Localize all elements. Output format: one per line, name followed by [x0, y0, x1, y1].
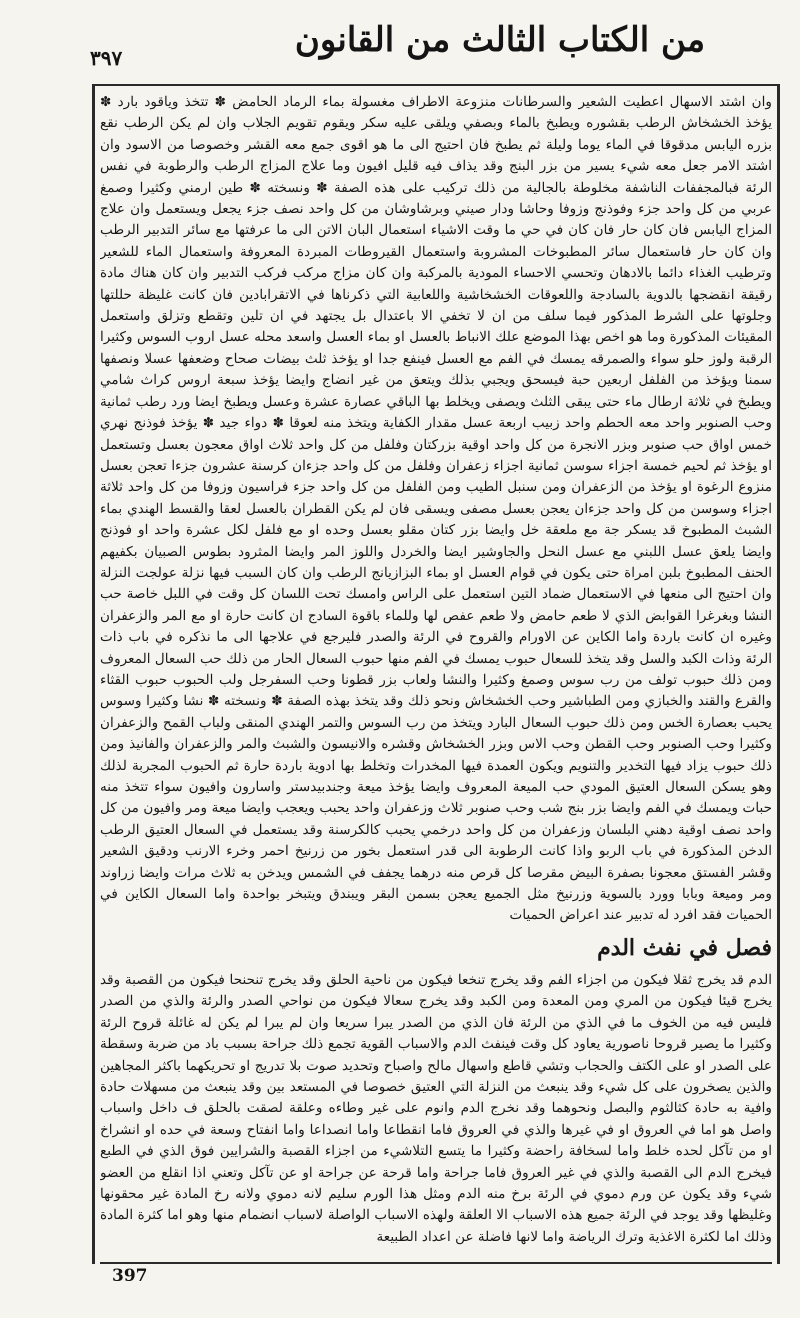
paragraph-haemoptysis: الدم قد يخرج ثقلا فيكون من اجزاء الفم وقد يخرج تنخعا فيكون من ناحية الحلق وقد يخرج تنحنحا فيكون من القصبة وقد يخرج قيئا فيكون من المري ومن المعدة ومن الكبد وقد يخرج سعالا فيكون من نواحي الصدر والرئة والذي من الصدر فليس فيه من الخوف ما في الذي من الرئة فان الذي من الصدر يبرا سريعا وان لم يبرا لم يكن له غائلة قروح الرئة وكثيرا ما يصير قروحا ناصورية يعاود كل وقت فينفث الدم والاسباب القوية تجمع ذلك جراحة بسبب باد من ضربة وسقطة على الصدر او على الكتف والحجاب وتشي قاطع واسهال مالح واصباح وتحديد صوت بلا تدريج او تحريكهما باكثر المجاهين والذين يصخرون على كل شيء وقد ينبعث من النزلة التي العتيق خصوصا في المستعد بين وقد ينبعث من مسهلات حادة وافية به حادة كثالثوم والبصل ونحوهما وقد نخرج الدم وانوم على غير وطاءه وعلقة لصقت بالحلق ف داخل واسباب واصل هو اما في العروق او في غيرها والذي في العروق فاما انقطاعا واما انصداعا واما انفتاح وسعة في حده او انشراخ او من تآكل لحده خلط واما لسخافة راحضة وكثيرا ما يتسع التلاشيء من اجزاء القصبة والشرايين فوق الذي في الطبع فيخرج الدم الى القصبة والذي في غير العروق فاما جراحة واما قرحة عن جراحة او عن تآكل وتعني اذا انقلع من العضو شيء وقد يكون عن ورم دموي في الرئة برخ منه الدم ومثل هذا الورم سليم لانه دموي ولانه رخ المادة غير محقونها وغليظها وقد يوجد في الرئة جميع هذه الاسباب الا العلقة ولهذه الاسباب الواصلة لاسباب انضمام منها وهو اما كثرة المادة وذلك اما لكثرة الاغذية وترك الرياضة واما لانها فاضلة عن اعداد الطبيعة	[100, 972, 772, 1245]
main-text-block	[100, 92, 772, 1290]
page-number-top: ٣٩٧	[90, 46, 123, 70]
paragraph-cough-remedies: وان اشتد الاسهال اعطيت الشعير والسرطانات منزوعة الاطراف مغسولة بماء الرماد الحامض ✽ تتخذ وياقود بارد ✽ يؤخذ الخشخاش الرطب بقشوره ويطبخ بالماء وبصفي ويلقى عليه سكر ويقوم تقويم الجلاب وان لم يكن الرطب نقع بزره اليابس مدقوقا في الماء يوما وليلة ثم يطبخ فان احتيج الى ما هو اقوى جمع معه القشر وخصوصا من الاسود وان اشتد الامر جعل معه شيء يسير من بزر البنج وقد يذاف فيه قليل افيون وما علاج المزاج الرطب والرطوبة في نفس الرئة فبالمجففات الناشفة مخلوطة بالجالية من ذلك تركيب على هذه الصفة ✽ ونسخته ✽ طين ارمني وكثيرا وصمغ عربي من كل واحد جزء وفوذنج وزوفا وحاشا ودار صيني وبرشاوشان من كل واحد نصف جزء يجعل ويستعمل وان علاج المزاج اليابس فان كان حار فان كان في حي ما وقت الاشياء استعمال البان الاتن الى ما عرفتها مع سائر التدبير الرطب وان كان حار فاستعمال سائر المطبوخات المشروبة واستعمال القيروطات المبردة المعروفة واستعمال الماء للشعير وترطيب الغذاء دائما بالادهان وتحسي الاحساء المودية بالمركبة وان كان مزاج مركب فركب التدبير وان كان هناك مادة رقيقة انقضجها بالدوية بالسادجة واللعوقات الخشخاشية واللعابية التي ذكرناها في الاتقرابادين فان كانت غليظة حللتها وجلوتها على الشرط المذكور فيما سلف من ان لا تخفي الا باعتدال بل يجتهد في ان تلين وتقطع وتزلق واستعمل المقيئات المذكورة وما هو اخص بهذا الموضع علك الانباط بالعسل او بماء العسل واسعد محله عسل اروب السوس وكثيرا الرقبة ولوز حلو سواء والصمرقه يمسك في الفم مع العسل فينفع جدا او يؤخذ ثلث بيضات صحاح وضعفها عسلا ونصفها سمنا ويؤخذ من الفلفل اربعين حبة فيسحق ويجبي بذلك ويتعق من غير انضاج وايضا يؤخذ سبعة اروس كراث شامي ويطبخ في ثلاثة ارطال ماء حتى يبقى الثلث ويصفى ويخلط بها الباقي عصارة عشرة وعسل ويطبخ ايضا ورد رطب ثمانية وحب الصنوبر واحد معه الحطم واحد زبيب اربعة عسل مقدار الكفاية ويتخذ منه لعوقا ✽ دواء جيد ✽ يؤخذ فوذنج نهري خمس اواق حب صنوبر وبزر الانجرة من كل واحد اوقية بزركتان وفلفل من كل واحد ثلاث اواق معجون بعسل وتستعمل او يؤخذ ثم لحيم خمسة اجزاء سوسن ثمانية اجزاء زعفران وفلفل من كل واحد جزءان كرسنة عشرون جزءا تعجن بعسل منزوع الرغوة او يؤخذ من الزعفران ومن سنبل الطيب ومن الفلفل من كل واحد جزء فراسيون وزوفا من كل واحد ثلاثة اجزاء وسوسن من كل واحد جزءان يعجن بعسل مصفى ويسقى فان لم يكن القطران بالعسل لعقا والقسط الهندي بماء الشبث المطبوخ قد يسكر جة مع ملعقة خل وايضا بزر كتان مقلو بعسل وحده او مع فلفل لكل عشرة واحد او فوذنج وايضا يلعق عسل اللبني مع عسل النحل والجاوشير ايضا والخردل واللوز المر وايضا المثرود بطوس الصبيان بكفيهم الحنف المطبوخ بلبن امراة حتى يكون في قوام العسل او بماء البزازيانج الرطب وان كان السبب فيها نزلة عولجت النزلة وان احتيج الى منعها في الاستعمال ضماد التين استعمل على الراس وامسك تحت اللسان كل وقت في اللبل خاصة حب النشا وبغرغرا القوابض الذي لا طعم حامض ولا طعم عفص لها وللماء باقوة السادج ان كانت حارة او مع المر والزعفران وغيره ان كانت باردة واما الكاين عن الاورام والقروح في الرئة والصدر فليرجع في علاجها الى ما نذكره في باب ذات الرئة وذات الكبد والسل وقد يتخذ للسعال حبوب يمسك في الفم منها حبوب السعال الحار من ذلك حب السعال المعروف ومن ذلك حبوب تولف من رب سوس وصمغ وكثيرا والنشا ولعاب بزر قطونا وحب السفرجل ولب الحبوب حبوب القثاء والقرع والقند والخبازي ومن الطباشير وحب الخشخاش ونحو ذلك وقد يتخذ بهذه الصفة ✽ ونسخته ✽ نشا وكثيرا وسوس يحبب بعصارة الخس ومن ذلك حبوب السعال البارد ويتخذ من رب السوس والتمر الهندي المنقى ولباب القمح والزعفران وكثيرا وحب الصنوبر وحب القطن وحب الاس وبزر الخشخاش وقشره والانيسون والشبث والمر والزعفران والفانيذ ومن ذلك حبوب يزاد فيها التخدير والتنويم ويكون العمدة فيها المخدرات وتخلط بها ادوية باردة حارة ثم الحبوب المجربة لذلك وهو يسكن السعال العتيق المودي حب الميعة المعروف وايضا يؤخذ ميعة وجندبيدستر واسارون وافيون سواء تتخذ منه حبات ويمسك في الفم وايضا بزر بنج شب وحب صنوبر ثلاث وزعفران واحد يحبب ويعجب وايضا ميعة ومر وافيون من كل واحد نصف اوقية دهني البلسان وزعفران من كل واحد درخمي يحبب كالكرسنة وقد يستعمل في السعال العتيق الرطب الدخن المذكورة في باب الربو واذا كانت الرطوبة الى قدر استعمل بخور من زرنيخ احمر وخرء الارنب ودقيق الشعير وقشر الفستق معجونا بصفرة البيض مقرصا كل قرص منه درهما يجفف في الشمس ويدخن به ثلاث مرات وايضا زراوند ومر وميعة وبابا وورد بالسوية وزرنيخ مثل الجميع يعجن بسمن البقر ويبندق ويتبخر بواحدة واما السعال الكاين في الحميات فقد افرد له تدبير عند اعراض الحميات	[100, 94, 772, 924]
page-header	[70, 16, 760, 76]
footer-rule	[100, 1262, 772, 1264]
page-number-bottom: 397	[112, 1266, 148, 1286]
section-heading: فصل في نفث الدم	[597, 935, 772, 961]
running-title: من الكتاب الثالث من القانون	[294, 20, 706, 60]
